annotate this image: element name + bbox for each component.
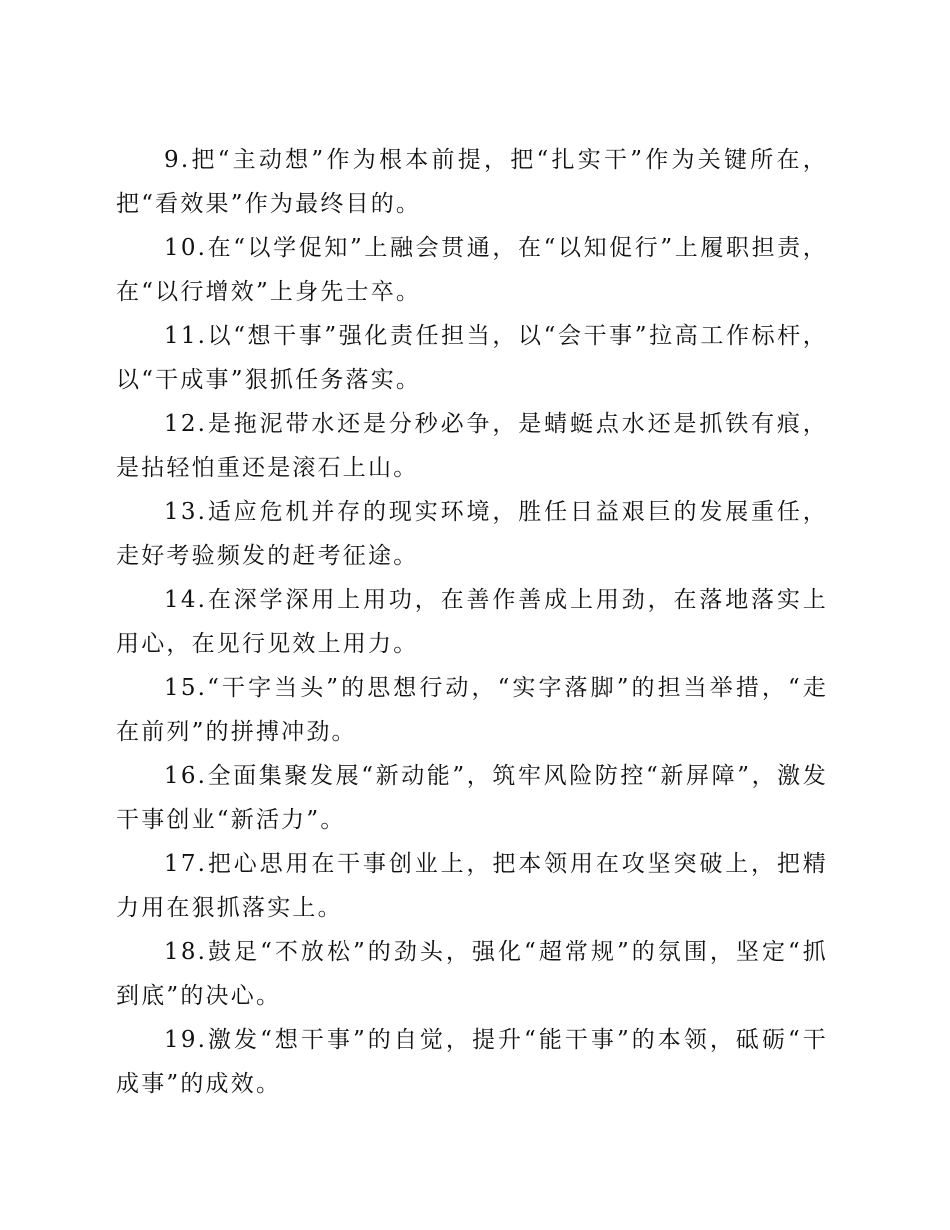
list-item: 19.激发“想干事”的自觉，提升“能干事”的本领，砥砺“干成事”的成效。 [116,1027,828,1097]
list-item: 13.适应危机并存的现实环境，胜任日益艰巨的发展重任，走好考验频发的赶考征途。 [116,499,828,569]
list-item: 15.“干字当头”的思想行动，“实字落脚”的担当举措，“走在前列”的拼搏冲劲。 [116,675,828,745]
list-item: 12.是拖泥带水还是分秒必争，是蜻蜓点水还是抓铁有痕，是拈轻怕重还是滚石上山。 [116,411,828,481]
list-item: 14.在深学深用上用功，在善作善成上用劲，在落地落实上用心，在见行见效上用力。 [116,587,828,657]
list-item: 16.全面集聚发展“新动能”，筑牢风险防控“新屏障”，激发干事创业“新活力”。 [116,763,828,833]
list-item: 10.在“以学促知”上融会贯通，在“以知促行”上履职担责，在“以行增效”上身先士卒。 [116,235,828,305]
list-item: 18.鼓足“不放松”的劲头，强化“超常规”的氛围，坚定“抓到底”的决心。 [116,939,828,1009]
document-body [116,138,828,1106]
list-item: 11.以“想干事”强化责任担当，以“会干事”拉高工作标杆，以“干成事”狠抓任务落实。 [116,323,828,393]
list-item: 17.把心思用在干事创业上，把本领用在攻坚突破上，把精力用在狠抓落实上。 [116,851,828,921]
list-item: 9.把“主动想”作为根本前提，把“扎实干”作为关键所在，把“看效果”作为最终目的。 [116,147,828,217]
